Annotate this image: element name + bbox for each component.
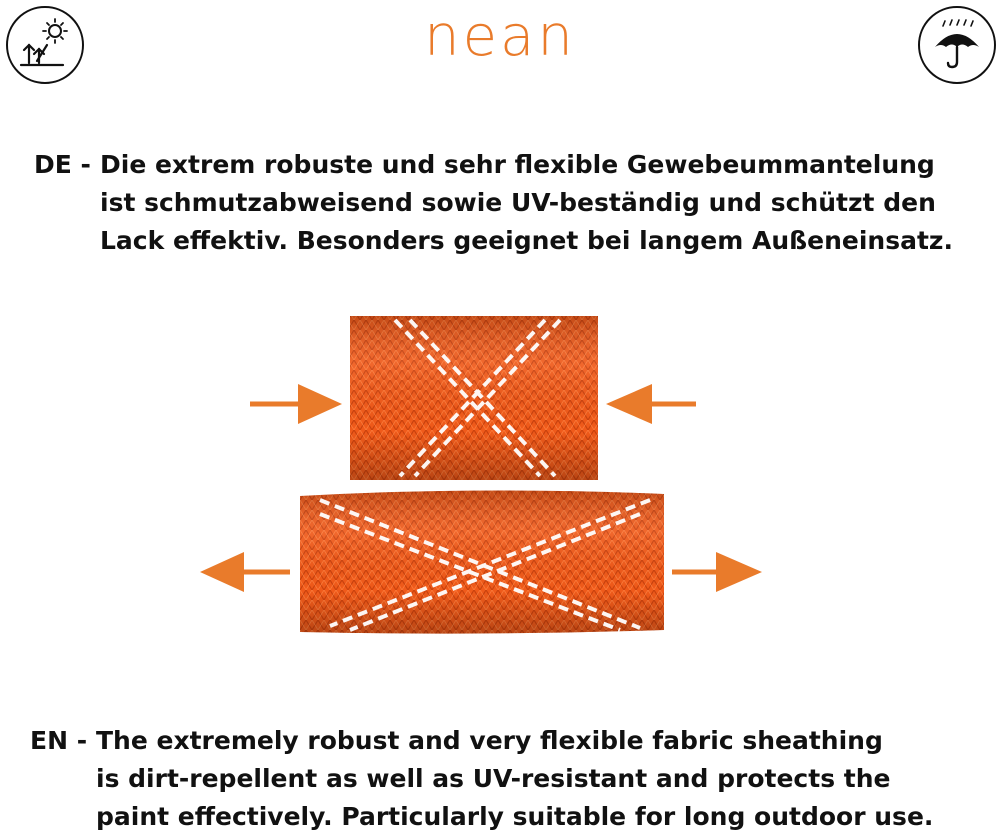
arrow-right-icon (250, 384, 342, 424)
description-en-line-2: is dirt-repellent as well as UV-resistant and protects the (96, 764, 891, 793)
description-en-line-3: paint effectively. Particularly suitable for long outdoor use. (96, 802, 934, 831)
description-english (30, 722, 990, 836)
language-prefix-de: DE - (34, 150, 91, 179)
sun-uv-icon (15, 15, 75, 75)
description-german (34, 146, 994, 260)
umbrella-rain-icon (927, 15, 987, 75)
sleeve-stretch-illustration (0, 300, 1000, 640)
description-de-line-3: Lack effektiv. Besonders geeignet bei langem Außeneinsatz. (100, 226, 953, 255)
language-prefix-en: EN - (30, 726, 88, 755)
stretched-sleeve (300, 490, 664, 633)
arrow-right-outward-icon (672, 552, 762, 592)
uv-resistant-badge (6, 6, 84, 84)
brand-logo: nean (424, 4, 576, 69)
description-de-line-1: Die extrem robuste und sehr flexible Gewebeummantelung (100, 150, 935, 179)
arrow-left-icon (606, 384, 696, 424)
description-de-line-2: ist schmutzabweisend sowie UV-beständig und schützt den (100, 188, 936, 217)
weather-protection-badge (918, 6, 996, 84)
arrow-left-outward-icon (200, 552, 290, 592)
compressed-sleeve (350, 316, 598, 480)
description-en-line-1: The extremely robust and very flexible fabric sheathing (96, 726, 883, 755)
